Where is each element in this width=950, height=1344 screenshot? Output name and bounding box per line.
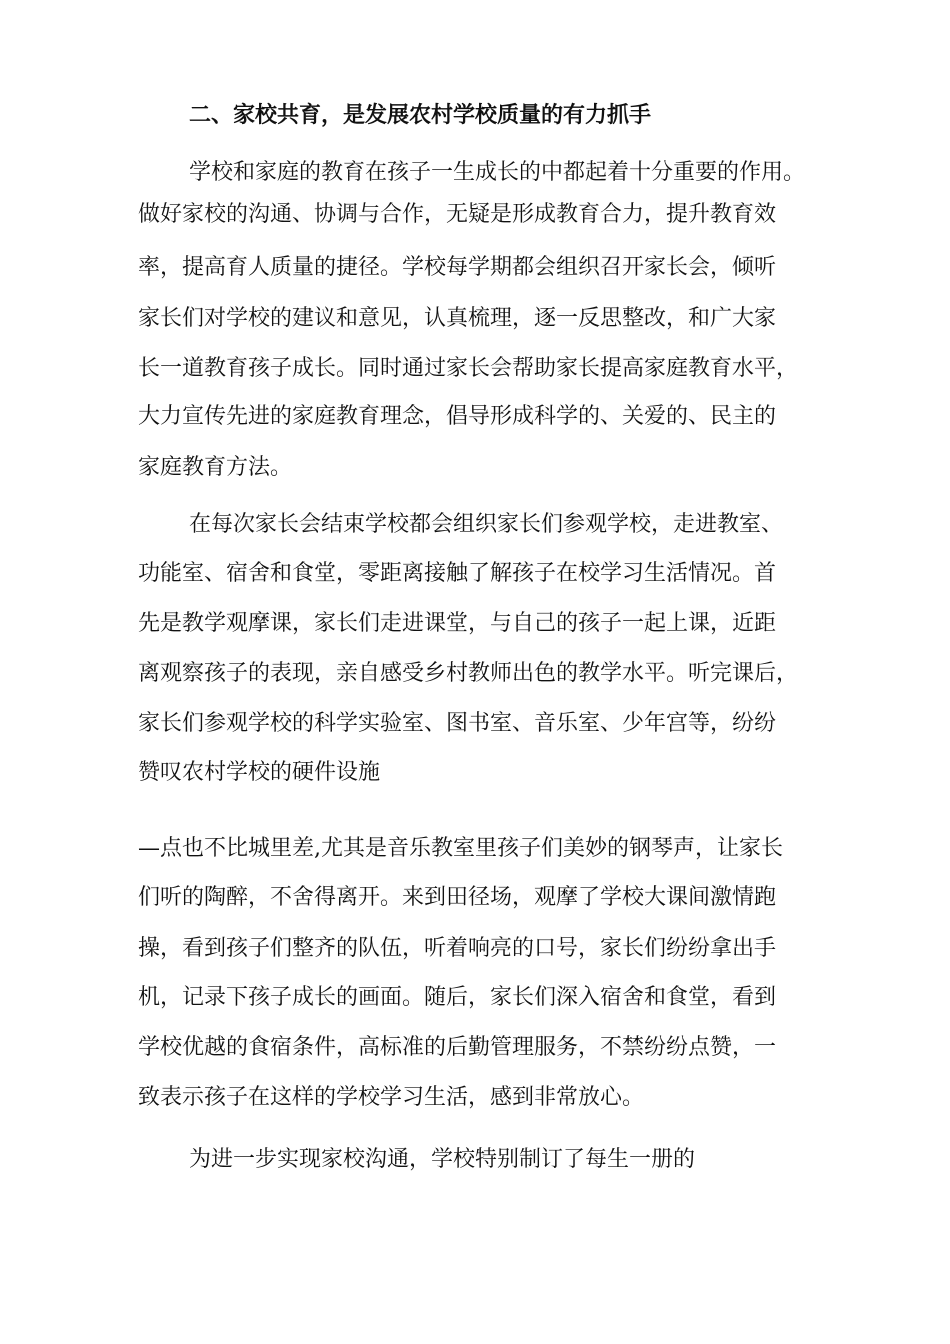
paragraph-1-line-6: 大力宣传先进的家庭教育理念，倡导形成科学的、关爱的、民主的 (138, 404, 777, 429)
paragraph-1-line-5: 长一道教育孩子成长。同时通过家长会帮助家长提高家庭教育水平， (138, 356, 799, 381)
paragraph-2-line-5: 家长们参观学校的科学实验室、图书室、音乐室、少年宫等，纷纷 (138, 711, 777, 736)
paragraph-2-line-4: 离观察孩子的表现，亲自感受乡村教师出色的教学水平。听完课后， (138, 661, 799, 686)
paragraph-4-line-1: 为进一步实现家校沟通，学校特别制订了每生一册的 (189, 1147, 696, 1172)
paragraph-1-line-7: 家庭教育方法。 (138, 455, 293, 480)
paragraph-1-line-2: 做好家校的沟通、协调与合作，无疑是形成教育合力，提升教育效 (138, 202, 777, 227)
paragraph-2-line-2: 功能室、宿舍和食堂，零距离接触了解孩子在校学习生活情况。首 (138, 561, 777, 586)
paragraph-3-line-3: 操，看到孩子们整齐的队伍，听着响亮的口号，家长们纷纷拿出手 (138, 936, 777, 961)
paragraph-3-line-2: 们听的陶醉，不舍得离开。来到田径场，观摩了学校大课间激情跑 (138, 885, 777, 910)
paragraph-2-line-6: 赞叹农村学校的硬件设施 (138, 760, 381, 785)
paragraph-3-line-4: 机，记录下孩子成长的画面。随后，家长们深入宿舍和食堂，看到 (138, 985, 777, 1010)
paragraph-2-line-1: 在每次家长会结束学校都会组织家长们参观学校，走进教室、 (189, 512, 784, 537)
paragraph-2-line-3: 先是教学观摩课，家长们走进课堂，与自己的孩子一起上课，近距 (138, 611, 777, 636)
paragraph-3-line-6: 致表示孩子在这样的学校学习生活，感到非常放心。 (138, 1085, 645, 1110)
paragraph-1-line-3: 率，提高育人质量的捷径。学校每学期都会组织召开家长会，倾听 (138, 255, 777, 280)
paragraph-1-line-4: 家长们对学校的建议和意见，认真梳理，逐一反思整改，和广大家 (138, 306, 777, 331)
paragraph-3-line-1: —点也不比城里差,尤其是音乐教室里孩子们美妙的钢琴声，让家长 (138, 836, 783, 861)
paragraph-1-line-1: 学校和家庭的教育在孩子一生成长的中都起着十分重要的作用。 (189, 160, 806, 185)
section-heading: 二、家校共育，是发展农村学校质量的有力抓手 (189, 103, 652, 128)
paragraph-3-line-5: 学校优越的食宿条件，高标准的后勤管理服务，不禁纷纷点赞，一 (138, 1035, 777, 1060)
